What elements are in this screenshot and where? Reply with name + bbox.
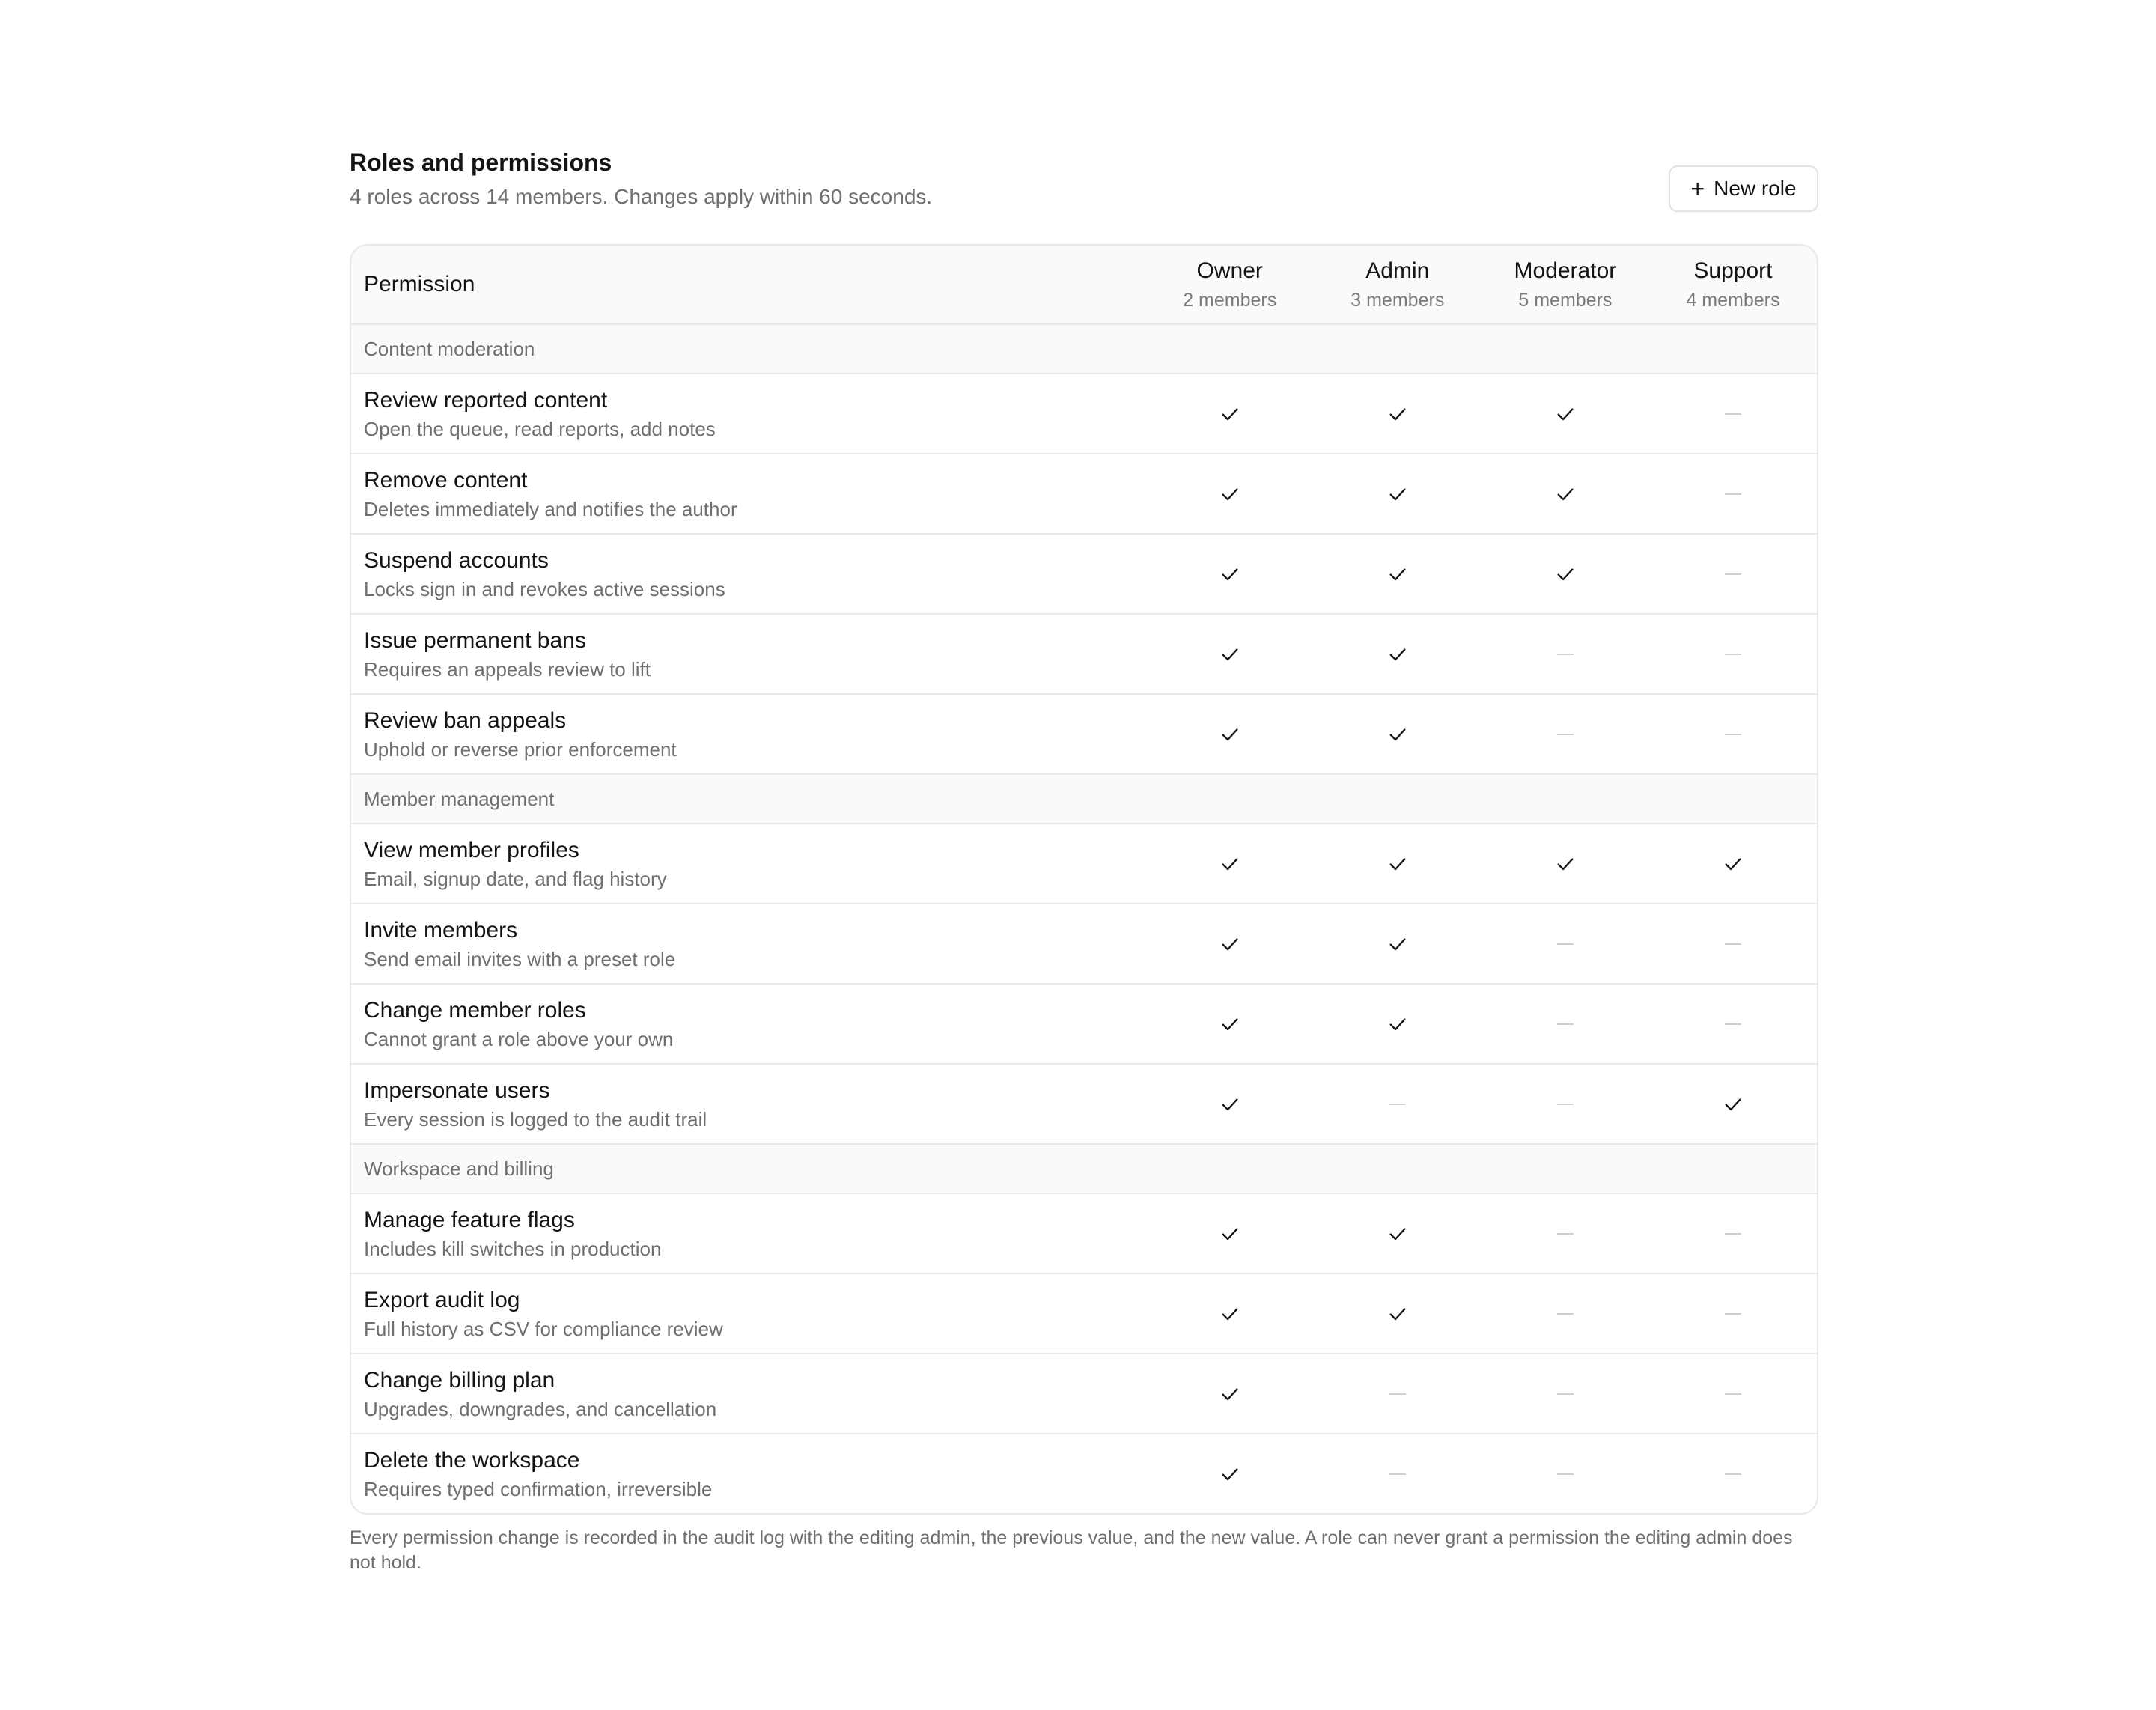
dash-icon xyxy=(1383,1459,1413,1489)
permission-cell xyxy=(351,627,1146,682)
check-icon xyxy=(1215,559,1245,589)
grant-cell-moderator[interactable] xyxy=(1482,1379,1649,1409)
grant-cell-moderator[interactable] xyxy=(1482,1009,1649,1039)
permission-group-row xyxy=(351,773,1817,823)
grant-cell-owner[interactable] xyxy=(1146,559,1314,589)
role-member-count: 5 members xyxy=(1518,290,1613,311)
dash-icon xyxy=(1718,1299,1748,1329)
grant-cell-support[interactable] xyxy=(1649,1089,1817,1119)
grant-cell-admin[interactable] xyxy=(1314,1459,1482,1489)
dash-icon xyxy=(1550,929,1580,959)
check-icon xyxy=(1383,639,1413,669)
permission-description: Locks sign in and revokes active sessions xyxy=(364,577,725,600)
check-icon xyxy=(1215,929,1245,959)
dash-icon xyxy=(1550,1089,1580,1119)
group-cell xyxy=(351,788,1149,811)
check-icon xyxy=(1383,1219,1413,1249)
grant-cell-moderator[interactable] xyxy=(1482,559,1649,589)
grant-cell-admin[interactable] xyxy=(1314,929,1482,959)
check-icon xyxy=(1215,719,1245,749)
permission-description: Open the queue, read reports, add notes xyxy=(364,417,716,440)
grant-cell-owner[interactable] xyxy=(1146,479,1314,509)
grant-cell-admin[interactable] xyxy=(1314,1299,1482,1329)
permission-cell xyxy=(351,466,1146,522)
check-icon xyxy=(1383,399,1413,429)
permission-description: Includes kill switches in production xyxy=(364,1237,662,1260)
role-name: Owner xyxy=(1196,258,1263,283)
dash-icon xyxy=(1718,719,1748,749)
permission-group-row xyxy=(351,323,1817,373)
grant-cell-admin[interactable] xyxy=(1314,559,1482,589)
grant-cell-admin[interactable] xyxy=(1314,479,1482,509)
dash-icon xyxy=(1550,1379,1580,1409)
check-icon xyxy=(1215,1299,1245,1329)
grant-cell-support[interactable] xyxy=(1649,399,1817,429)
dash-icon xyxy=(1718,929,1748,959)
permission-cell xyxy=(351,1206,1146,1262)
grant-cell-admin[interactable] xyxy=(1314,1379,1482,1409)
role-name: Admin xyxy=(1365,258,1430,283)
dash-icon xyxy=(1550,1299,1580,1329)
permission-description: Full history as CSV for compliance review xyxy=(364,1317,723,1340)
permission-cell xyxy=(351,836,1146,892)
grant-cell-owner[interactable] xyxy=(1146,929,1314,959)
check-icon xyxy=(1215,1459,1245,1489)
role-column-moderator xyxy=(1482,256,1649,313)
grant-cell-admin[interactable] xyxy=(1314,719,1482,749)
check-icon xyxy=(1215,849,1245,879)
dash-icon xyxy=(1383,1089,1413,1119)
role-member-count: 3 members xyxy=(1350,290,1445,311)
role-column-owner xyxy=(1146,256,1314,313)
permission-cell xyxy=(351,1446,1146,1502)
check-icon xyxy=(1550,479,1580,509)
permission-row xyxy=(351,903,1817,983)
check-icon xyxy=(1383,1299,1413,1329)
permission-group-label: Content moderation xyxy=(364,337,535,360)
permission-name: Change member roles xyxy=(364,997,586,1023)
dash-icon xyxy=(1550,639,1580,669)
permission-name: Review reported content xyxy=(364,387,608,413)
page-header xyxy=(350,146,1818,221)
grant-cell-moderator[interactable] xyxy=(1482,1459,1649,1489)
grant-cell-admin[interactable] xyxy=(1314,639,1482,669)
role-name: Moderator xyxy=(1514,258,1617,283)
permission-cell xyxy=(351,386,1146,442)
group-cell xyxy=(351,1157,1149,1181)
grant-cell-moderator[interactable] xyxy=(1482,719,1649,749)
permission-name: Impersonate users xyxy=(364,1077,550,1103)
check-icon xyxy=(1215,1009,1245,1039)
permission-name: Invite members xyxy=(364,917,518,943)
permission-name: Suspend accounts xyxy=(364,547,549,573)
permission-group-label: Workspace and billing xyxy=(364,1157,554,1180)
check-icon xyxy=(1383,559,1413,589)
check-icon xyxy=(1383,1009,1413,1039)
new-role-button[interactable] xyxy=(1669,165,1818,212)
permission-row xyxy=(351,983,1817,1063)
permission-cell xyxy=(351,1286,1146,1342)
permission-description: Cannot grant a role above your own xyxy=(364,1027,674,1050)
permission-name: Export audit log xyxy=(364,1287,520,1312)
audit-footnote: Every permission change is recorded in the audit log with the editing admin, the previous value, and the new value. A role can never grant a permission the editing admin does not hold. xyxy=(350,1527,1793,1573)
check-icon xyxy=(1718,1089,1748,1119)
permission-column-header xyxy=(351,272,1146,297)
permission-name: Manage feature flags xyxy=(364,1207,575,1232)
check-icon xyxy=(1215,479,1245,509)
check-icon xyxy=(1215,399,1245,429)
permission-cell xyxy=(351,1077,1146,1132)
permission-name: Change billing plan xyxy=(364,1367,555,1393)
check-icon xyxy=(1383,719,1413,749)
grant-cell-admin[interactable] xyxy=(1314,1009,1482,1039)
permission-description: Requires typed confirmation, irreversible xyxy=(364,1477,713,1500)
permission-row xyxy=(351,613,1817,693)
dash-icon xyxy=(1718,559,1748,589)
permission-name: Issue permanent bans xyxy=(364,627,586,653)
check-icon xyxy=(1215,639,1245,669)
dash-icon xyxy=(1718,639,1748,669)
grant-cell-support[interactable] xyxy=(1649,479,1817,509)
dash-icon xyxy=(1718,1009,1748,1039)
permission-cell xyxy=(351,707,1146,762)
grant-cell-support[interactable] xyxy=(1649,639,1817,669)
grant-cell-support[interactable] xyxy=(1649,1009,1817,1039)
permission-row xyxy=(351,533,1817,613)
permission-name: Remove content xyxy=(364,467,528,493)
role-member-count: 2 members xyxy=(1183,290,1277,311)
grant-cell-admin[interactable] xyxy=(1314,849,1482,879)
check-icon xyxy=(1215,1379,1245,1409)
check-icon xyxy=(1550,399,1580,429)
grant-cell-owner[interactable] xyxy=(1146,1379,1314,1409)
permission-row xyxy=(351,373,1817,453)
grant-cell-moderator[interactable] xyxy=(1482,849,1649,879)
permission-group-label: Member management xyxy=(364,787,555,810)
check-icon xyxy=(1718,849,1748,879)
permission-description: Requires an appeals review to lift xyxy=(364,657,651,681)
permission-name: View member profiles xyxy=(364,837,579,862)
page-title: Roles and permissions xyxy=(350,149,612,176)
permission-row xyxy=(351,1273,1817,1353)
permission-cell xyxy=(351,1366,1146,1422)
permissions-table xyxy=(350,244,1818,1515)
permission-description: Send email invites with a preset role xyxy=(364,947,676,970)
grant-cell-support[interactable] xyxy=(1649,1379,1817,1409)
check-icon xyxy=(1215,1219,1245,1249)
check-icon xyxy=(1383,929,1413,959)
check-icon xyxy=(1215,1089,1245,1119)
grant-cell-moderator[interactable] xyxy=(1482,1089,1649,1119)
grant-cell-admin[interactable] xyxy=(1314,1219,1482,1249)
check-icon xyxy=(1550,559,1580,589)
check-icon xyxy=(1550,849,1580,879)
grant-cell-moderator[interactable] xyxy=(1482,639,1649,669)
permission-row xyxy=(351,1193,1817,1273)
grant-cell-moderator[interactable] xyxy=(1482,929,1649,959)
dash-icon xyxy=(1718,1379,1748,1409)
permission-name: Delete the workspace xyxy=(364,1447,580,1473)
permission-name: Review ban appeals xyxy=(364,708,567,733)
dash-icon xyxy=(1550,1459,1580,1489)
role-column-support xyxy=(1649,256,1817,313)
dash-icon xyxy=(1550,1219,1580,1249)
grant-cell-owner[interactable] xyxy=(1146,399,1314,429)
grant-cell-support[interactable] xyxy=(1649,1459,1817,1489)
grant-cell-owner[interactable] xyxy=(1146,1459,1314,1489)
grant-cell-support[interactable] xyxy=(1649,559,1817,589)
grant-cell-admin[interactable] xyxy=(1314,399,1482,429)
table-header-row xyxy=(351,246,1817,323)
dash-icon xyxy=(1718,479,1748,509)
role-column-admin xyxy=(1314,256,1482,313)
check-icon xyxy=(1383,479,1413,509)
permission-description: Every session is logged to the audit trail xyxy=(364,1107,707,1131)
grant-cell-owner[interactable] xyxy=(1146,1089,1314,1119)
grant-cell-moderator[interactable] xyxy=(1482,1299,1649,1329)
permission-description: Email, signup date, and flag history xyxy=(364,867,667,890)
grant-cell-owner[interactable] xyxy=(1146,719,1314,749)
grant-cell-owner[interactable] xyxy=(1146,849,1314,879)
grant-cell-moderator[interactable] xyxy=(1482,479,1649,509)
dash-icon xyxy=(1718,1459,1748,1489)
plus-icon: + xyxy=(1690,175,1705,202)
new-role-label: New role xyxy=(1714,177,1797,200)
grant-cell-support[interactable] xyxy=(1649,929,1817,959)
dash-icon xyxy=(1718,399,1748,429)
grant-cell-support[interactable] xyxy=(1649,719,1817,749)
dash-icon xyxy=(1718,1219,1748,1249)
permission-cell xyxy=(351,916,1146,972)
grant-cell-support[interactable] xyxy=(1649,1299,1817,1329)
dash-icon xyxy=(1550,719,1580,749)
role-name: Support xyxy=(1693,258,1773,283)
permission-column-label: Permission xyxy=(364,272,475,296)
permission-description: Deletes immediately and notifies the author xyxy=(364,497,737,520)
grant-cell-support[interactable] xyxy=(1649,849,1817,879)
permission-cell xyxy=(351,547,1146,602)
group-cell xyxy=(351,338,1149,361)
grant-cell-owner[interactable] xyxy=(1146,639,1314,669)
dash-icon xyxy=(1383,1379,1413,1409)
permission-group-row xyxy=(351,1143,1817,1193)
grant-cell-support[interactable] xyxy=(1649,1219,1817,1249)
page-subtitle: 4 roles across 14 members. Changes apply within 60 seconds. xyxy=(350,185,933,208)
role-member-count: 4 members xyxy=(1686,290,1780,311)
permission-description: Upgrades, downgrades, and cancellation xyxy=(364,1397,717,1420)
grant-cell-owner[interactable] xyxy=(1146,1299,1314,1329)
permission-row xyxy=(351,1063,1817,1143)
permission-row xyxy=(351,1353,1817,1433)
permission-cell xyxy=(351,997,1146,1052)
permission-row xyxy=(351,453,1817,533)
permission-description: Uphold or reverse prior enforcement xyxy=(364,737,677,761)
grant-cell-owner[interactable] xyxy=(1146,1009,1314,1039)
permission-row xyxy=(351,823,1817,903)
permission-row xyxy=(351,1433,1817,1513)
dash-icon xyxy=(1550,1009,1580,1039)
grant-cell-moderator[interactable] xyxy=(1482,399,1649,429)
check-icon xyxy=(1383,849,1413,879)
grant-cell-moderator[interactable] xyxy=(1482,1219,1649,1249)
grant-cell-owner[interactable] xyxy=(1146,1219,1314,1249)
grant-cell-admin[interactable] xyxy=(1314,1089,1482,1119)
permission-row xyxy=(351,693,1817,773)
